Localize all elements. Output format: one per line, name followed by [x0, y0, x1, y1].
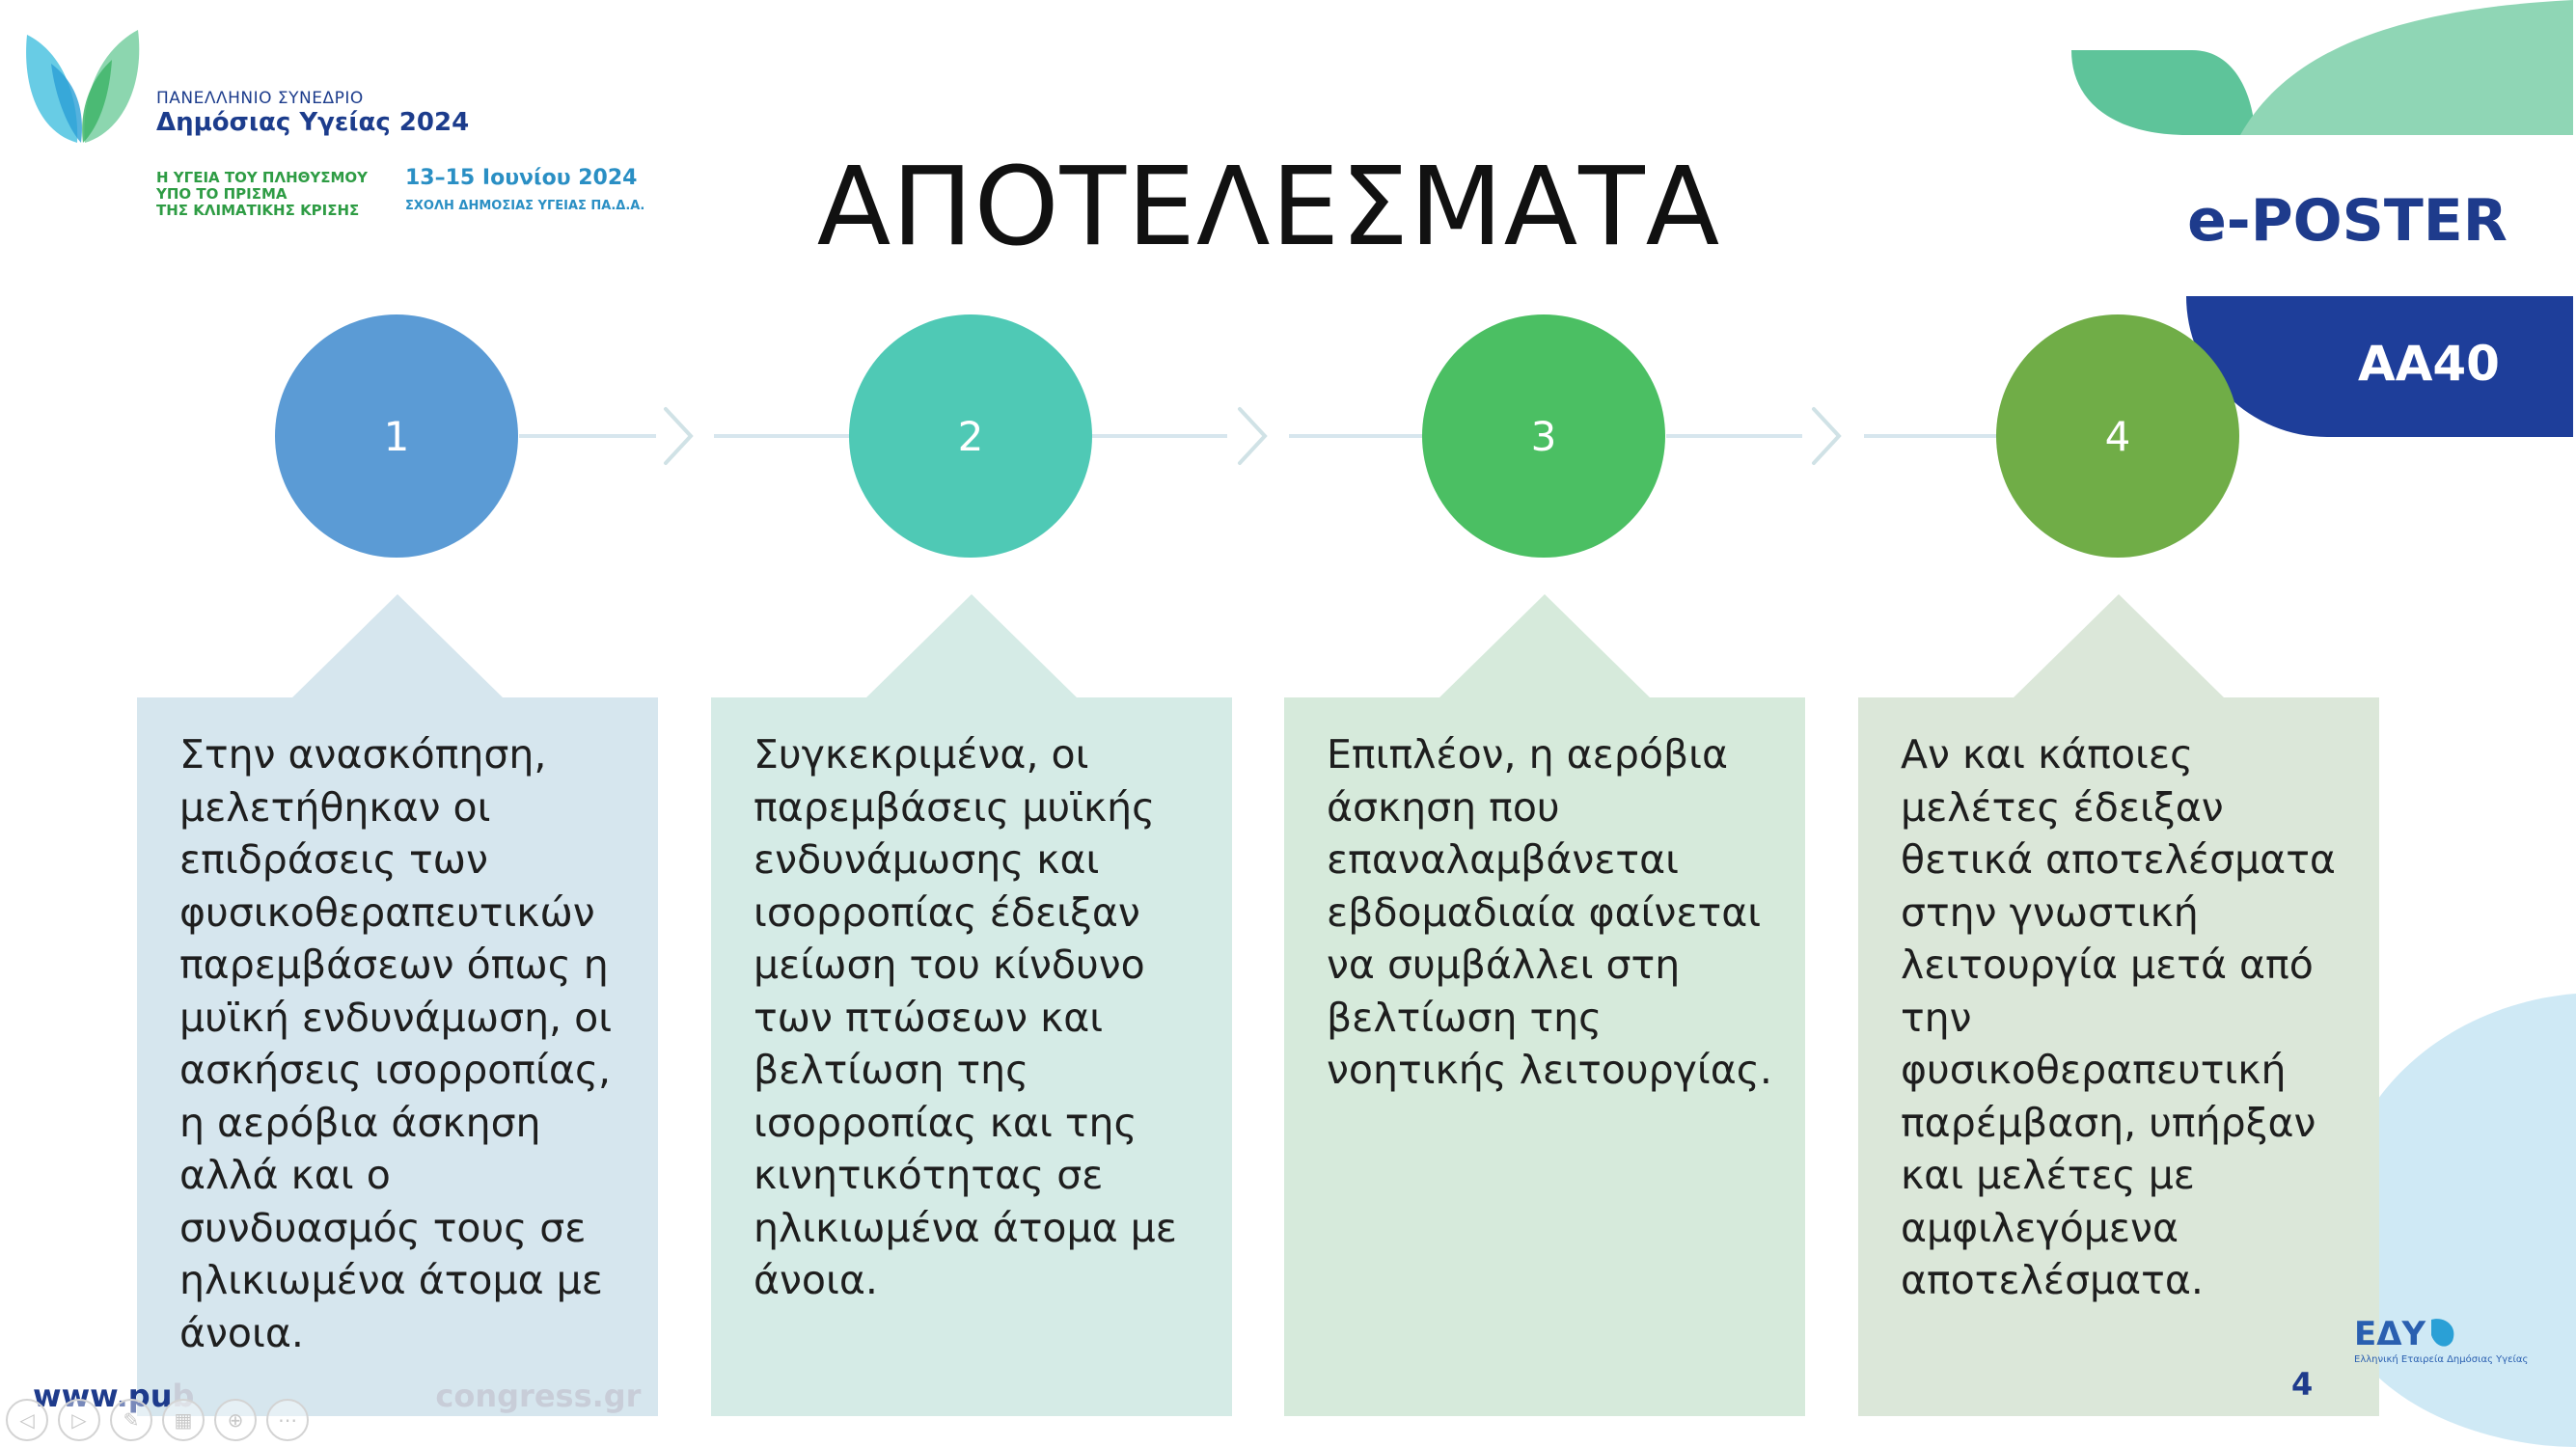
result-text: Αν και κάποιες μελέτες έδειξαν θετικά αποτελέσματα στην γνωστική λειτουργία μετά από την φυσικοθεραπευτική παρέμβαση, υπήρξαν και μελέτες με αμφιλεγόμενα αποτελέσματα. — [1901, 731, 2336, 1303]
slideshow-controls — [6, 1399, 309, 1441]
leaf-decoration-icon — [2071, 0, 2573, 145]
conference-host: ΣΧΟΛΗ ΔΗΜΟΣΙΑΣ ΥΓΕΙΑΣ ΠΑ.Δ.Α. — [405, 199, 645, 213]
result-card-4 — [1858, 697, 2379, 1416]
result-text: Στην ανασκόπηση, μελετήθηκαν οι επιδράσεις των φυσικοθεραπευτικών παρεμβάσεων όπως η μυϊκή ενδυνάμωση, οι ασκήσεις ισορροπίας, η αερόβια άσκηση αλλά και ο συνδυασμός τους σε ηλικιωμένα άτομα με άνοια. — [179, 731, 613, 1356]
previous-slide-icon[interactable]: ◁ — [6, 1399, 48, 1441]
pen-icon[interactable]: ✎ — [110, 1399, 152, 1441]
chevron-right-icon — [1814, 409, 1839, 463]
card-pointer — [1858, 592, 2379, 698]
step-circle-4 — [1996, 314, 2239, 558]
step-number: 4 — [2104, 412, 2131, 460]
step-number: 3 — [1530, 412, 1557, 460]
footer-url-hidden: b — [172, 1378, 195, 1414]
conference-name: Δημόσιας Υγείας 2024 — [156, 108, 470, 137]
footer-url-start: www.pu — [33, 1378, 173, 1414]
step-number: 2 — [957, 412, 984, 460]
edy-label: Ελληνική Εταιρεία Δημόσιας Υγείας — [2354, 1354, 2529, 1365]
conference-theme — [156, 170, 397, 219]
poster-code: ΑΑ40 — [2358, 336, 2500, 392]
card-pointer — [711, 592, 1232, 698]
result-text: Επιπλέον, η αερόβια άσκηση που επαναλαμβάνεται εβδομαδιαία φαίνεται να συμβάλλει στη βελτίωση της νοητικής λειτουργίας. — [1327, 731, 1772, 1093]
theme-line: ΤΗΣ ΚΛΙΜΑΤΙΚΗΣ ΚΡΙΣΗΣ — [156, 202, 360, 219]
step-circle-1 — [275, 314, 518, 558]
step-number: 1 — [383, 412, 410, 460]
edy-logo-icon — [2352, 1312, 2529, 1389]
card-pointer — [1284, 592, 1805, 698]
step-circle-3 — [1422, 314, 1665, 558]
page-number: 4 — [2291, 1366, 2314, 1403]
slides-overview-icon[interactable]: ▦ — [162, 1399, 205, 1441]
theme-line: Η ΥΓΕΙΑ ΤΟΥ ΠΛΗΘΥΣΜΟΥ — [156, 169, 369, 186]
result-card-1 — [137, 697, 658, 1416]
footer-url-end: congress.gr — [435, 1378, 642, 1414]
more-options-icon[interactable]: ⋯ — [266, 1399, 309, 1441]
step-circle-2 — [849, 314, 1092, 558]
result-card-3 — [1284, 697, 1805, 1416]
eposter-label: e-POSTER — [2187, 187, 2507, 255]
result-card-2 — [711, 697, 1232, 1416]
next-slide-icon[interactable]: ▷ — [58, 1399, 100, 1441]
chevron-right-icon — [666, 409, 691, 463]
svg-text:ΕΔΥ: ΕΔΥ — [2354, 1315, 2426, 1353]
theme-line: ΥΠΟ ΤΟ ΠΡΙΣΜΑ — [156, 185, 288, 203]
zoom-icon[interactable]: ⊕ — [214, 1399, 257, 1441]
conference-logo-icon — [17, 25, 148, 146]
conference-label: ΠΑΝΕΛΛΗΝΙΟ ΣΥΝΕΔΡΙΟ — [156, 89, 364, 108]
result-text: Συγκεκριμένα, οι παρεμβάσεις μυϊκής ενδυνάμωσης και ισορροπίας έδειξαν μείωση του κίνδυνο των πτώσεων και βελτίωση της ισορροπίας και της κινητικότητας σε ηλικιωμένα άτομα με άνοια. — [754, 731, 1177, 1303]
chevron-right-icon — [1240, 409, 1265, 463]
card-pointer — [137, 592, 658, 698]
conference-dates: 13–15 Ιουνίου 2024 — [405, 166, 638, 190]
page-title: ΑΠΟΤΕΛΕΣΜΑΤΑ — [816, 145, 1721, 270]
